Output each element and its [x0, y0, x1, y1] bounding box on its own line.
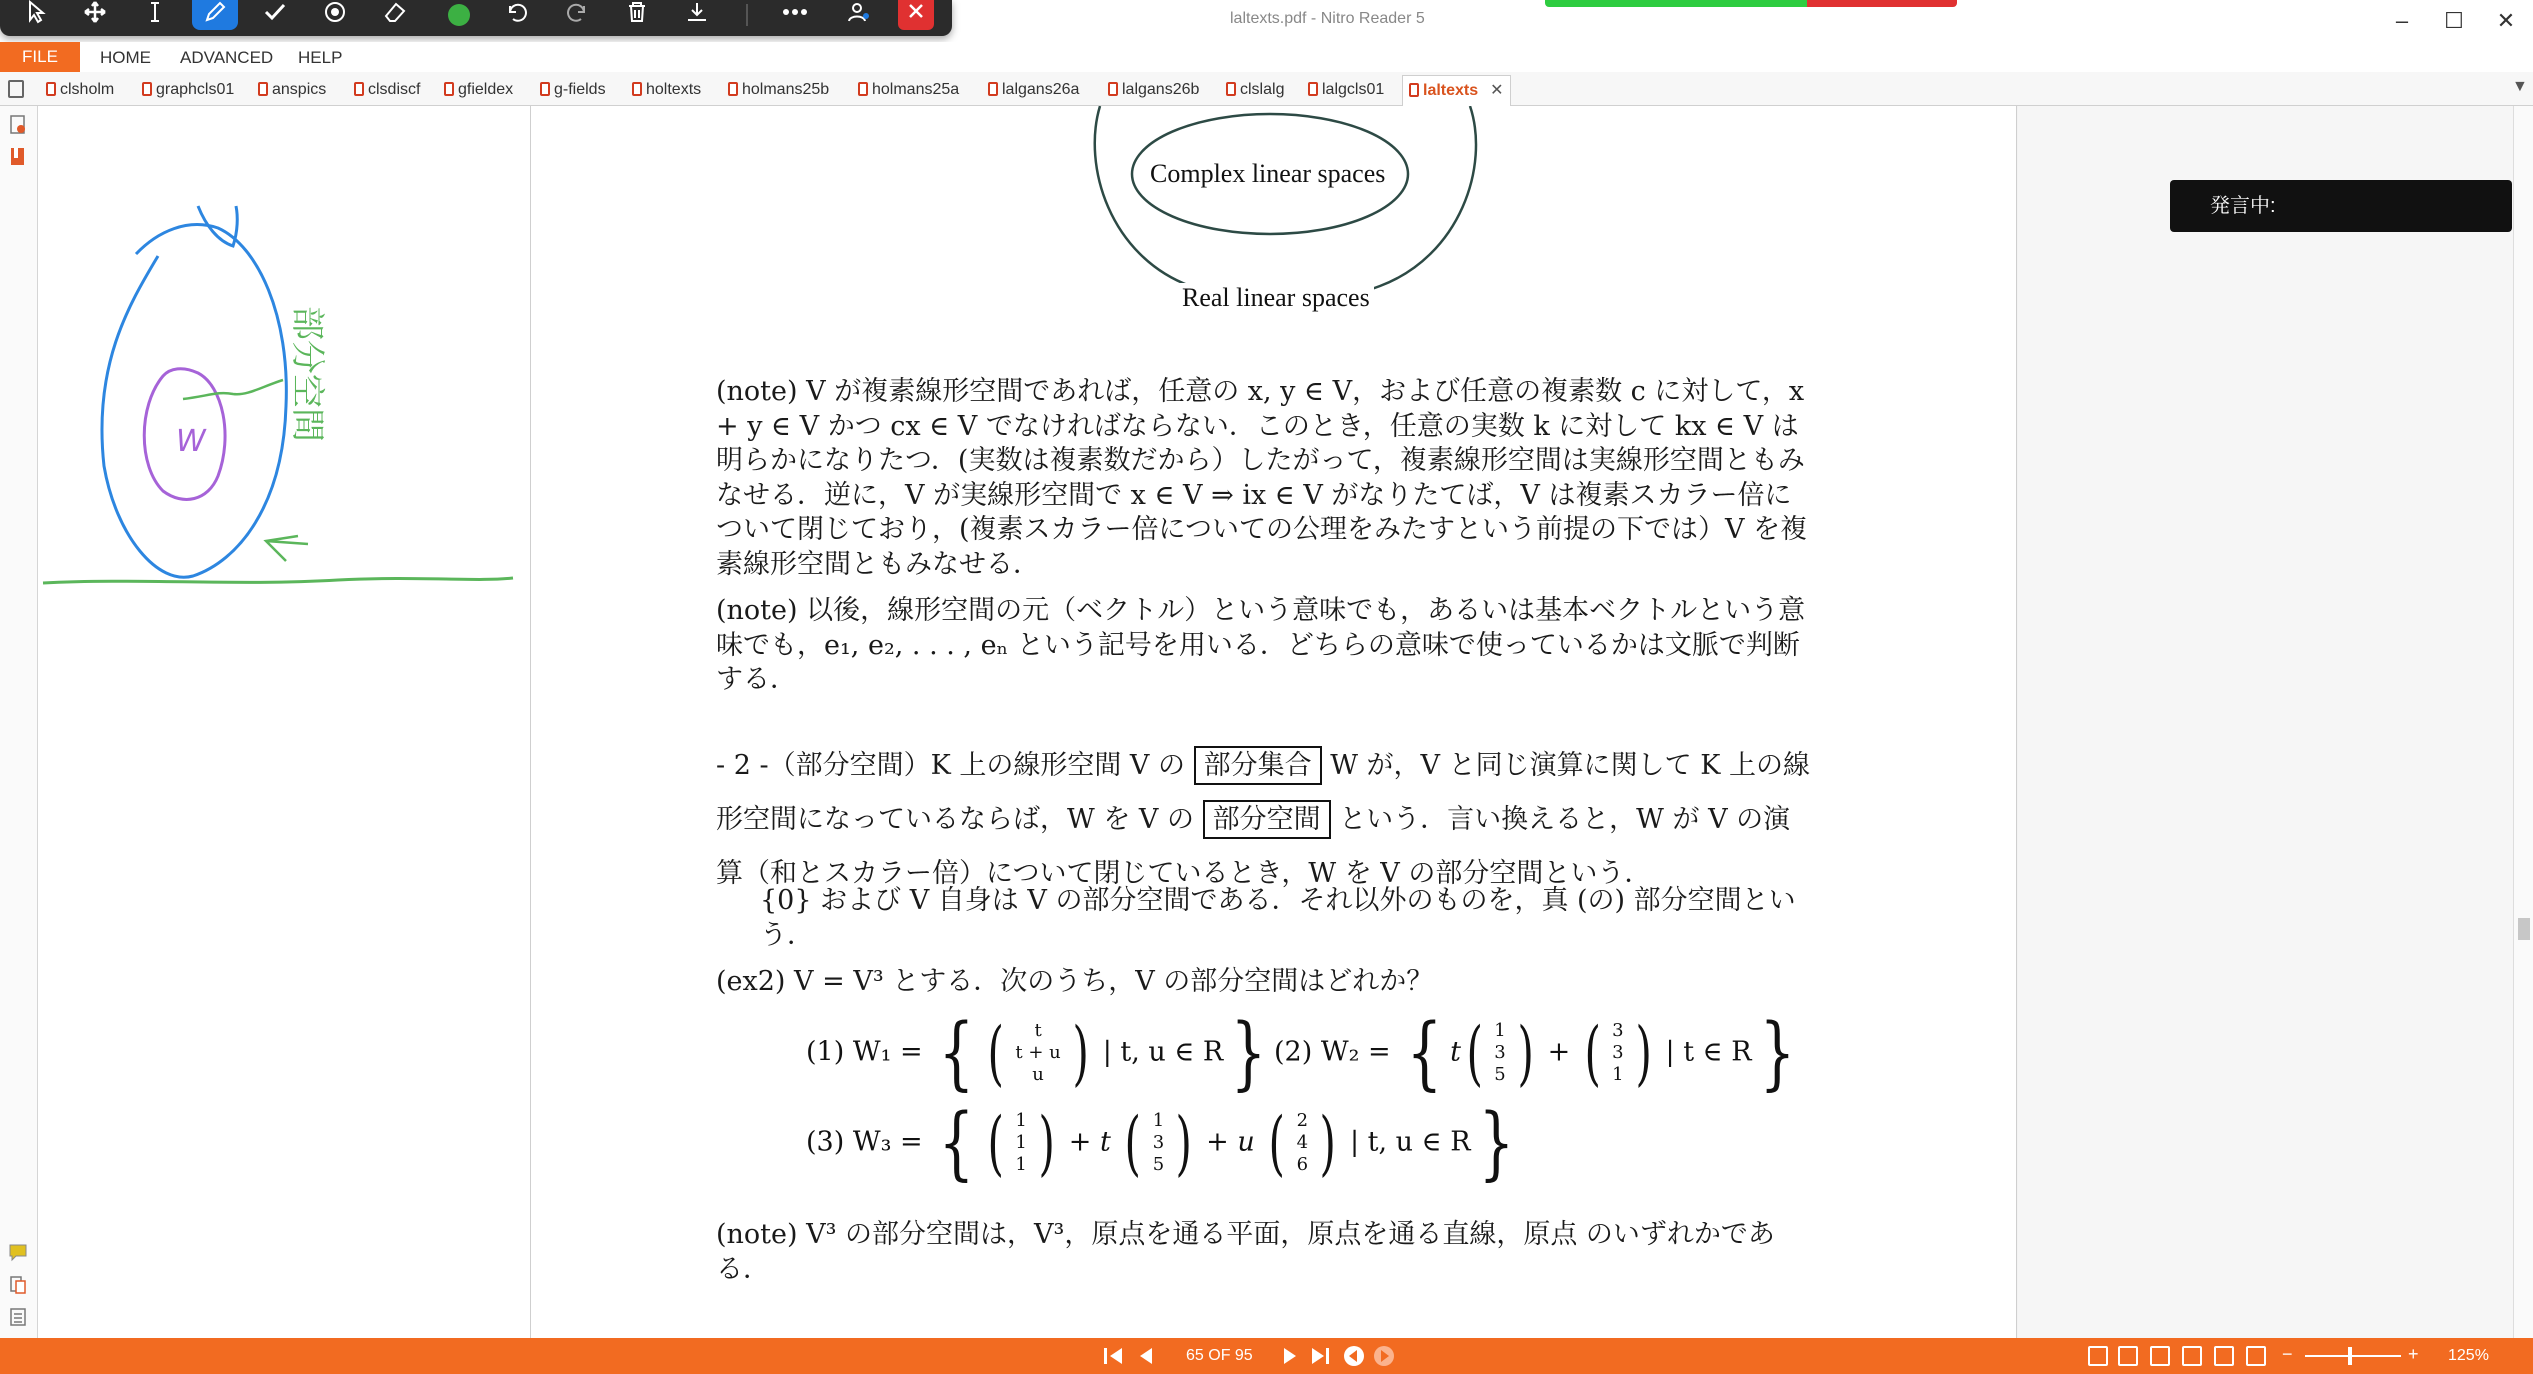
color-dot-icon[interactable] — [436, 0, 482, 30]
subspace-definition: - 2 -（部分空間）K 上の線形空間 V の 部分集合 W が，V と同じ演算に関して K 上の線形空間になっているならば，W を V の 部分空間 という．言い換えると，W が V の演算（和とスカラー倍）について閉じているとき，W を V の部分空間という． — [716, 739, 1816, 901]
boxed-term-subspace: 部分空間 — [1203, 800, 1331, 839]
tab-close-icon[interactable]: ✕ — [1490, 82, 1504, 99]
single-page-view-icon[interactable] — [2088, 1346, 2108, 1366]
menu-help[interactable]: HELP — [298, 48, 343, 67]
handwritten-sketch — [38, 106, 530, 1338]
thumbnails-icon[interactable] — [8, 114, 28, 136]
formula-w1: (1) W₁ = { ( t t + u u ) | t, u ∈ R} — [806, 1006, 1267, 1099]
vector-w3-c: 2 4 6 — [1296, 1110, 1309, 1175]
tab-holtexts[interactable]: holtexts — [632, 77, 701, 103]
user-settings-icon[interactable] — [836, 0, 882, 30]
document-tab-bar — [0, 72, 2533, 106]
formula-w2: (2) W₂ = { t( 1 3 5 ) + ( 3 3 1 ) | t ∈ R} — [1274, 1006, 1795, 1099]
pdf-icon — [632, 82, 642, 96]
layers-icon[interactable] — [8, 1306, 28, 1328]
zoom-level[interactable]: 125% — [2448, 1347, 2489, 1364]
zoom-in-button[interactable]: + — [2408, 1344, 2419, 1364]
pdf-icon — [540, 82, 550, 96]
continuous-view-icon[interactable] — [2118, 1346, 2138, 1366]
right-margin-area — [2018, 106, 2513, 1338]
real-spaces-label: Real linear spaces — [1178, 283, 1374, 313]
attachments-icon[interactable] — [8, 1274, 28, 1296]
left-sidebar — [0, 106, 38, 1338]
status-bar — [0, 1338, 2533, 1374]
pdf-icon — [354, 82, 364, 96]
zoom-slider-handle[interactable] — [2348, 1347, 2352, 1365]
go-forward-icon[interactable] — [1372, 1345, 1396, 1367]
whiteboard-canvas[interactable] — [38, 106, 530, 1338]
baseline-stroke — [43, 578, 513, 583]
undo-icon[interactable] — [494, 0, 540, 30]
pdf-icon — [728, 82, 738, 96]
outer-loop-stroke — [102, 225, 286, 578]
handwritten-label: 部分空間 — [287, 306, 327, 442]
outer-ellipse — [1095, 106, 1476, 301]
pointer-line-stroke — [183, 380, 283, 399]
pdf-icon — [1409, 83, 1419, 97]
vertical-scrollbar[interactable] — [2513, 106, 2533, 1338]
pdf-icon — [258, 82, 268, 96]
recording-bar-red — [1807, 0, 1957, 7]
pointer-icon[interactable] — [14, 0, 60, 30]
complex-spaces-label: Complex linear spaces — [1150, 159, 1386, 188]
tab-lalgans26b[interactable]: lalgans26b — [1108, 77, 1199, 103]
tab-laltexts[interactable]: laltexts ✕ — [1402, 75, 1511, 106]
pdf-icon — [858, 82, 868, 96]
minimize-button[interactable]: – — [2395, 8, 2409, 33]
scrollbar-thumb[interactable] — [2518, 918, 2530, 940]
pdf-icon — [1108, 82, 1118, 96]
tab-graphcls01[interactable]: graphcls01 — [142, 77, 234, 103]
note-vector-notation: (note) 以後，線形空間の元（ベクトル）という意味でも，あるいは基本ベクトルという意味でも，e₁, e₂, . . . , eₙ という記号を用いる．どちらの意味で使っているかは文脈で判断する． — [716, 595, 1806, 695]
next-page-icon[interactable] — [1280, 1346, 1302, 1366]
facing-view-icon[interactable] — [2150, 1346, 2170, 1366]
eraser-icon[interactable] — [372, 0, 418, 30]
arrow-stroke — [266, 536, 308, 561]
note-subspaces-v3: (note) V³ の部分空間は，V³，原点を通る平面，原点を通る直線，原点 のいずれかである． — [716, 1219, 1775, 1285]
menu-home[interactable]: HOME — [100, 48, 151, 67]
pdf-icon — [988, 82, 998, 96]
previous-page-icon[interactable] — [1134, 1346, 1156, 1366]
menu-file[interactable]: FILE — [0, 42, 80, 72]
trash-icon[interactable] — [614, 0, 660, 30]
redo-icon[interactable] — [554, 0, 600, 30]
tab-g-fields[interactable]: g-fields — [540, 77, 606, 103]
vector-w2-b: 3 3 1 — [1612, 1020, 1624, 1085]
example-2-question: (ex2) V = V³ とする．次のうち，V の部分空間はどれか？ — [716, 966, 1434, 997]
tab-anspics[interactable]: anspics — [258, 77, 326, 103]
annotation-toolbar — [0, 0, 952, 36]
tab-gfieldex[interactable]: gfieldex — [444, 77, 513, 103]
pdf-icon — [46, 82, 56, 96]
page-indicator[interactable]: 65 OF 95 — [1186, 1347, 1253, 1364]
text-cursor-icon[interactable] — [132, 0, 178, 30]
boxed-term-subset: 部分集合 — [1194, 746, 1322, 785]
tab-holmans25a[interactable]: holmans25a — [858, 77, 959, 103]
first-page-icon[interactable] — [1102, 1346, 1126, 1366]
check-icon[interactable] — [252, 0, 298, 30]
go-back-icon[interactable] — [1342, 1345, 1366, 1367]
close-window-button[interactable]: ✕ — [2496, 8, 2516, 33]
vector-w3-b: 1 3 5 — [1152, 1110, 1165, 1175]
close-icon[interactable] — [898, 0, 934, 30]
tab-clslalg[interactable]: clslalg — [1226, 77, 1284, 103]
formula-w3: (3) W₃ = { ( 1 1 1 ) + t ( 1 3 5 ) + u ( 2 4 6 ) | t, u ∈ R} — [806, 1096, 1514, 1189]
toolbar-separator — [746, 4, 748, 26]
window-title: laltexts.pdf - Nitro Reader 5 — [1230, 10, 1425, 27]
maximize-button[interactable]: ☐ — [2444, 8, 2464, 33]
pdf-icon — [1308, 82, 1318, 96]
recording-bar-green — [1545, 0, 1807, 7]
note-complex-real: (note) V が複素線形空間であれば，任意の x, y ∈ V，および任意の複素数 c に対して，x + y ∈ V かつ cx ∈ V でなければならない．このとき，任意の実数 k に対して kx ∈ V は明らかになりたつ．(実数は複素数だから）したがって，複素線形空間は実線形空間ともみなせる．逆に，V が実線形空間で x ∈ V ⇒ ix ∈ V がなりたてば，V は複素スカラー倍について閉じており，(複素スカラー倍についての公理をみたすという前提の下では）V を複素線形空間ともみなせる． — [716, 376, 1808, 580]
tab-list-dropdown[interactable]: ▼ — [2512, 78, 2528, 95]
more-icon[interactable] — [772, 0, 818, 30]
speaking-indicator: 発言中: — [2170, 180, 2512, 232]
menu-bar — [0, 42, 2533, 72]
tab-lalgcls01[interactable]: lalgcls01 — [1308, 77, 1384, 103]
menu-advanced[interactable]: ADVANCED — [180, 48, 274, 67]
pen-icon[interactable] — [192, 0, 238, 30]
move-icon[interactable] — [72, 0, 118, 30]
last-page-icon[interactable] — [1308, 1346, 1332, 1366]
vector-w2-a: 1 3 5 — [1494, 1020, 1506, 1085]
vector-w3-a: 1 1 1 — [1015, 1110, 1027, 1175]
facing-continuous-view-icon[interactable] — [2182, 1346, 2202, 1366]
tab-holmans25b[interactable]: holmans25b — [728, 77, 829, 103]
download-icon[interactable] — [674, 0, 720, 30]
pdf-icon — [1226, 82, 1236, 96]
tab-clsdiscf[interactable]: clsdiscf — [354, 77, 420, 103]
comments-icon[interactable] — [8, 1242, 28, 1264]
zoom-out-button[interactable]: − — [2282, 1344, 2293, 1364]
zoom-slider-track[interactable] — [2305, 1355, 2401, 1357]
trivial-subspaces: {0} および V 自身は V の部分空間である．それ以外のものを，真 (の) 部分空間という． — [760, 885, 1796, 951]
tab-clsholm[interactable]: clsholm — [46, 77, 114, 103]
page-icon[interactable] — [8, 80, 24, 98]
tab-lalgans26a[interactable]: lalgans26a — [988, 77, 1079, 103]
inner-letter: W — [176, 424, 206, 459]
vector-w1: t t + u u — [1015, 1020, 1061, 1085]
bookmarks-icon[interactable] — [8, 146, 28, 168]
fit-page-icon[interactable] — [2246, 1346, 2266, 1366]
target-icon[interactable] — [312, 0, 358, 30]
pdf-icon — [444, 82, 454, 96]
fit-width-icon[interactable] — [2214, 1346, 2234, 1366]
pdf-icon — [142, 82, 152, 96]
